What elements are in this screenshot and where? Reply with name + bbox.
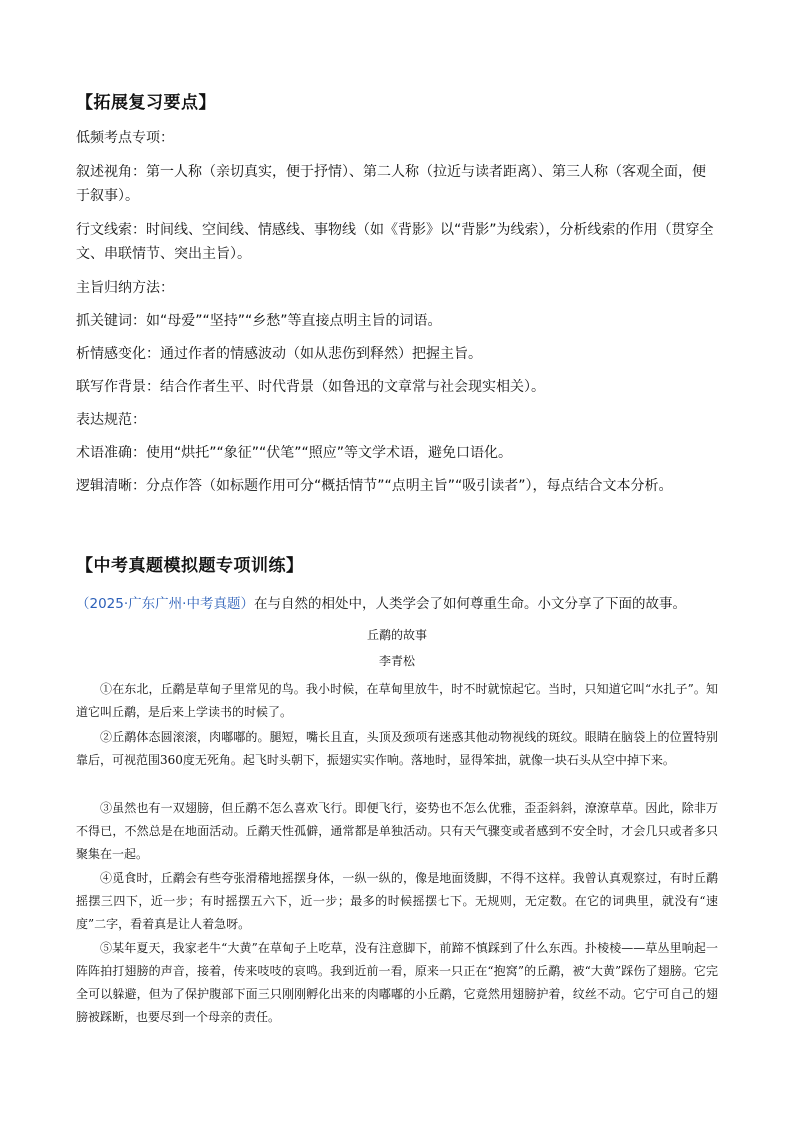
terms-point: 术语准确：使用“烘托”“象征”“伏笔”“照应”等文学术语，避免口语化。: [76, 445, 513, 461]
background-point: 联写作背景：结合作者生平、时代背景（如鲁迅的文章常与社会现实相关）。: [76, 379, 545, 395]
story-paragraph-3: ③虽然也有一双翅膀，但丘鹬不怎么喜欢飞行。即便飞行，姿势也不怎么优雅，歪歪斜斜，潦潦草草。因此，除非万不得已，不然总是在地面活动。丘鹬天性孤僻，通常都是单独活动。只有天气骤变或者感到不安全时，才会几只或者多只聚集在一起。: [76, 801, 718, 861]
low-frequency-title: 低频考点专项：: [76, 130, 174, 146]
narrative-view-point: 叙述视角：第一人称（亲切真实，便于抒情）、第二人称（拉近与读者距离）、第三人称（客观全面，便于叙事）。: [76, 164, 706, 204]
story-title: 丘鹬的故事: [366, 628, 427, 642]
clue-point: 行文线索：时间线、空间线、情感线、事物线（如《背影》以“背影”为线索），分析线索的作用（贯穿全文、串联情节、突出主旨）。: [76, 222, 714, 262]
theme-method-title: 主旨归纳方法：: [76, 280, 174, 296]
emotion-point: 析情感变化：通过作者的情感波动（如从悲伤到释然）把握主旨。: [76, 346, 482, 362]
story-paragraph-1: ①在东北，丘鹬是草甸子里常见的鸟。我小时候，在草甸里放牛，时不时就惊起它。当时，只知道它叫“水扎子”。知道它叫丘鹬，是后来上学读书的时候了。: [76, 682, 718, 719]
training-heading: 【中考真题模拟题专项训练】: [76, 556, 304, 576]
story-author: 李青松: [378, 654, 415, 668]
story-paragraph-5: ⑤某年夏天，我家老牛“大黄”在草甸子上吃草，没有注意脚下，前蹄不慎踩到了什么东西。扑棱棱——草丛里响起一阵阵拍打翅膀的声音，接着，传来吱吱的哀鸣。我到近前一看，原来一只正在“抱窝”的丘鹬，被“大黄”踩伤了翅膀。它完全可以躲避，但为了保护腹部下面三只刚刚孵化出来的肉嘟嘟的小丘鹬，它竟然用翅膀护着，纹丝不动。它宁可自己的翅膀被踩断，也要尽到一个母亲的责任。: [76, 941, 718, 1024]
question-intro: [76, 592, 716, 616]
keywords-point: 抓关键词：如“母爱”“坚持”“乡愁”等直接点明主旨的词语。: [76, 313, 442, 329]
expression-title: 表达规范：: [76, 412, 146, 428]
logic-point: 逻辑清晰：分点作答（如标题作用可分“概括情节”“点明主旨”“吸引读者”），每点结合文本分析。: [76, 478, 673, 494]
question-source: （2025·广东广州·中考真题）: [76, 596, 254, 612]
intro-text: 在与自然的相处中，人类学会了如何尊重生命。小文分享了下面的故事。: [253, 596, 686, 612]
story-paragraph-2: ②丘鹬体态圆滚滚，肉嘟嘟的。腿短，嘴长且直，头顶及颈项有迷惑其他动物视线的斑纹。眼睛在脑袋上的位置特别靠后，可视范围360度无死角。起飞时头朝下，振翅实实作响。落地时，显得笨拙，就像一块石头从空中掉下来。: [76, 730, 718, 767]
story-paragraph-4: ④觅食时，丘鹬会有些夸张滑稽地摇摆身体，一纵一纵的，像是地面烫脚，不得不这样。我曾认真观察过，有时丘鹬摇摆三四下，近一步；有时摇摆五六下，近一步；最多的时候摇摆七下。无规则，无定数。在它的词典里，就没有“速度”二字，看着真是让人着急呀。: [76, 871, 718, 931]
review-heading: 【拓展复习要点】: [76, 93, 216, 113]
